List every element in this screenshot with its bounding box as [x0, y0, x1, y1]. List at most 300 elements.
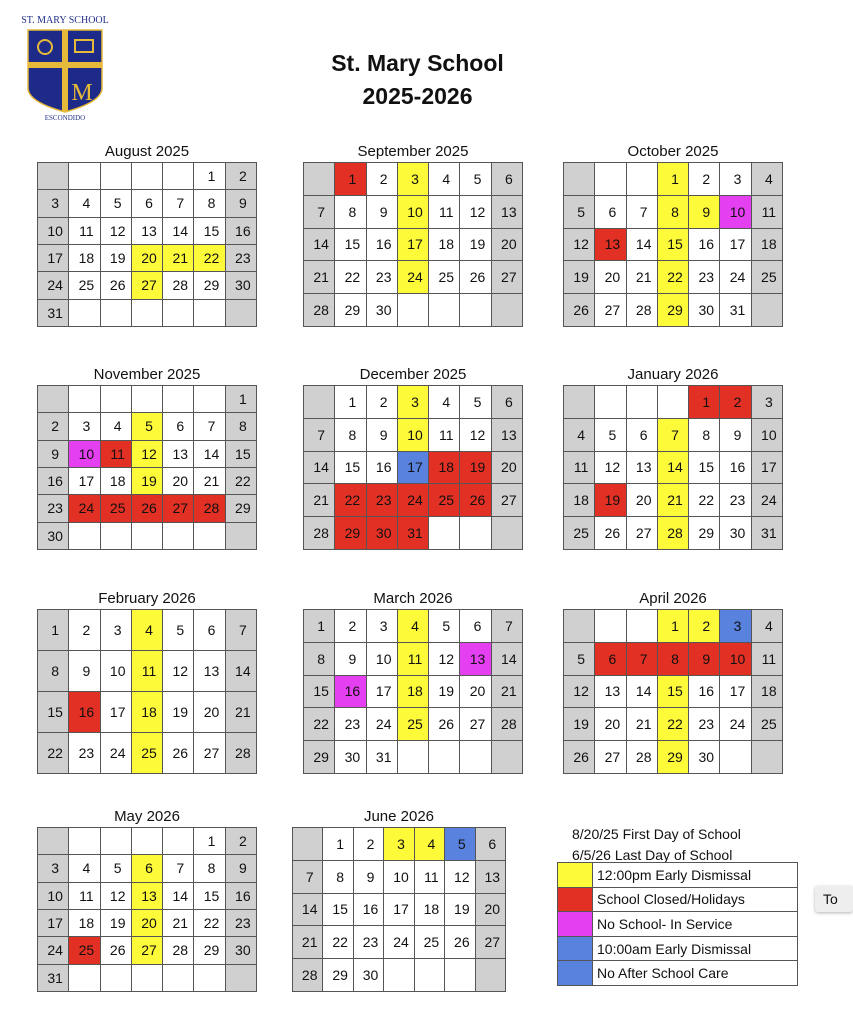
day-cell: 18 [69, 244, 100, 271]
day-cell: 17 [69, 467, 100, 494]
day-cell: 23 [353, 926, 383, 959]
empty-cell [657, 386, 688, 419]
day-cell: 17 [720, 228, 751, 261]
day-cell: 4 [69, 855, 100, 882]
day-cell: 14 [491, 642, 522, 675]
legend-swatch [558, 961, 593, 986]
empty-cell [69, 964, 100, 991]
day-cell: 26 [100, 272, 131, 299]
day-cell: 23 [366, 261, 397, 294]
day-cell: 5 [595, 418, 626, 451]
day-cell: 7 [225, 610, 256, 651]
empty-cell [751, 294, 782, 327]
day-cell: 8 [194, 855, 225, 882]
day-cell: 10 [384, 860, 414, 893]
day-cell: 27 [595, 741, 626, 774]
day-cell: 1 [657, 163, 688, 196]
day-cell: 1 [689, 386, 720, 419]
empty-cell [194, 964, 225, 991]
day-cell: 14 [163, 217, 194, 244]
day-cell: 30 [689, 294, 720, 327]
month-title: December 2025 [359, 366, 467, 383]
day-cell: 2 [225, 163, 256, 190]
day-cell: 14 [163, 882, 194, 909]
day-cell: 8 [657, 642, 688, 675]
day-cell: 22 [194, 909, 225, 936]
legend-swatch [558, 887, 593, 912]
empty-cell [445, 959, 475, 992]
day-cell: 30 [720, 517, 751, 550]
day-cell: 30 [353, 959, 383, 992]
day-cell: 31 [397, 517, 428, 550]
day-cell: 14 [225, 651, 256, 692]
day-cell: 4 [414, 828, 444, 861]
day-cell: 17 [100, 692, 131, 733]
day-cell: 8 [689, 418, 720, 451]
day-cell: 1 [323, 828, 353, 861]
day-cell: 19 [445, 893, 475, 926]
day-cell: 9 [366, 418, 397, 451]
day-cell: 14 [293, 893, 323, 926]
last-day-note: 6/5/26 Last Day of School [572, 847, 733, 863]
day-cell: 28 [225, 733, 256, 774]
day-cell: 6 [626, 418, 657, 451]
day-cell: 26 [445, 926, 475, 959]
day-cell: 6 [595, 195, 626, 228]
day-cell: 13 [595, 228, 626, 261]
day-cell: 19 [595, 484, 626, 517]
day-cell: 10 [38, 882, 69, 909]
day-cell: 16 [69, 692, 100, 733]
day-cell: 1 [304, 610, 335, 643]
day-cell: 6 [194, 610, 225, 651]
month-october-2025 [563, 143, 783, 327]
day-cell: 16 [366, 228, 397, 261]
empty-cell [595, 163, 626, 196]
day-cell: 20 [491, 228, 522, 261]
day-cell: 19 [429, 675, 460, 708]
day-cell: 8 [225, 413, 256, 440]
day-cell: 24 [397, 261, 428, 294]
day-cell: 9 [38, 440, 69, 467]
day-cell: 28 [626, 294, 657, 327]
day-cell: 2 [335, 610, 366, 643]
empty-cell [38, 163, 69, 190]
day-cell: 6 [460, 610, 491, 643]
empty-cell [38, 386, 69, 413]
empty-cell [163, 299, 194, 326]
day-cell: 30 [335, 741, 366, 774]
day-cell: 6 [595, 642, 626, 675]
day-cell: 7 [657, 418, 688, 451]
day-cell: 25 [100, 495, 131, 522]
month-title: April 2026 [639, 590, 707, 607]
day-cell: 23 [335, 708, 366, 741]
svg-text:ESCONDIDO: ESCONDIDO [44, 114, 86, 122]
day-cell: 17 [384, 893, 414, 926]
day-cell: 24 [69, 495, 100, 522]
day-cell: 14 [657, 451, 688, 484]
day-cell: 27 [163, 495, 194, 522]
day-cell: 23 [38, 495, 69, 522]
empty-cell [100, 386, 131, 413]
day-cell: 19 [564, 261, 595, 294]
day-cell: 20 [475, 893, 505, 926]
day-cell: 31 [38, 299, 69, 326]
day-cell: 4 [564, 418, 595, 451]
day-cell: 28 [304, 294, 335, 327]
day-cell: 5 [564, 642, 595, 675]
day-cell: 18 [397, 675, 428, 708]
school-year: 2025-2026 [362, 83, 473, 109]
day-cell: 19 [564, 708, 595, 741]
month-december-2025 [303, 366, 523, 550]
day-cell: 11 [414, 860, 444, 893]
month-june-2026 [292, 808, 506, 992]
day-cell: 11 [69, 882, 100, 909]
day-cell: 28 [304, 517, 335, 550]
day-cell: 21 [163, 244, 194, 271]
day-cell: 11 [131, 651, 162, 692]
day-cell: 25 [751, 708, 782, 741]
day-cell: 25 [429, 484, 460, 517]
empty-cell [163, 522, 194, 549]
empty-cell [69, 522, 100, 549]
day-cell: 24 [720, 261, 751, 294]
day-cell: 17 [366, 675, 397, 708]
day-cell: 20 [595, 708, 626, 741]
day-cell: 22 [335, 261, 366, 294]
day-cell: 12 [595, 451, 626, 484]
day-cell: 7 [304, 195, 335, 228]
day-cell: 11 [397, 642, 428, 675]
day-cell: 3 [720, 163, 751, 196]
empty-cell [131, 964, 162, 991]
day-cell: 13 [460, 642, 491, 675]
day-cell: 3 [100, 610, 131, 651]
day-cell: 3 [38, 190, 69, 217]
empty-cell [131, 299, 162, 326]
day-cell: 18 [751, 228, 782, 261]
empty-cell [564, 386, 595, 419]
day-cell: 27 [131, 937, 162, 964]
legend-label: No After School Care [593, 961, 798, 986]
day-cell: 20 [131, 909, 162, 936]
day-cell: 17 [720, 675, 751, 708]
day-cell: 1 [657, 610, 688, 643]
day-cell: 7 [304, 418, 335, 451]
day-cell: 24 [720, 708, 751, 741]
day-cell: 22 [689, 484, 720, 517]
legend-row [558, 936, 798, 961]
day-cell: 12 [163, 651, 194, 692]
day-cell: 29 [657, 741, 688, 774]
day-cell: 29 [194, 272, 225, 299]
empty-cell [564, 163, 595, 196]
day-cell: 27 [491, 484, 522, 517]
day-cell: 11 [100, 440, 131, 467]
day-cell: 16 [689, 675, 720, 708]
day-cell: 20 [460, 675, 491, 708]
day-cell: 6 [491, 163, 522, 196]
day-cell: 28 [163, 272, 194, 299]
day-cell: 22 [304, 708, 335, 741]
empty-cell [131, 828, 162, 855]
day-cell: 26 [131, 495, 162, 522]
empty-cell [626, 610, 657, 643]
legend-row [558, 863, 798, 888]
day-cell: 14 [626, 675, 657, 708]
empty-cell [595, 386, 626, 419]
day-cell: 20 [595, 261, 626, 294]
empty-cell [429, 517, 460, 550]
day-cell: 29 [335, 294, 366, 327]
day-cell: 3 [720, 610, 751, 643]
legend-label: No School- In Service [593, 912, 798, 937]
day-cell: 25 [564, 517, 595, 550]
day-cell: 30 [689, 741, 720, 774]
empty-cell [595, 610, 626, 643]
day-cell: 26 [429, 708, 460, 741]
day-cell: 31 [366, 741, 397, 774]
day-cell: 12 [460, 418, 491, 451]
day-cell: 26 [564, 741, 595, 774]
day-cell: 22 [657, 261, 688, 294]
month-title: March 2026 [373, 590, 453, 607]
day-cell: 3 [751, 386, 782, 419]
day-cell: 3 [384, 828, 414, 861]
day-cell: 10 [38, 217, 69, 244]
day-cell: 16 [353, 893, 383, 926]
day-cell: 5 [100, 190, 131, 217]
day-cell: 28 [491, 708, 522, 741]
legend-swatch [558, 912, 593, 937]
empty-cell [491, 517, 522, 550]
day-cell: 15 [304, 675, 335, 708]
day-cell: 13 [194, 651, 225, 692]
day-cell: 31 [38, 964, 69, 991]
day-cell: 11 [751, 195, 782, 228]
day-cell: 15 [225, 440, 256, 467]
day-cell: 2 [689, 610, 720, 643]
empty-cell [131, 522, 162, 549]
day-cell: 20 [626, 484, 657, 517]
day-cell: 8 [657, 195, 688, 228]
month-april-2026 [563, 590, 783, 774]
day-cell: 24 [366, 708, 397, 741]
day-cell: 2 [353, 828, 383, 861]
day-cell: 4 [69, 190, 100, 217]
day-cell: 4 [429, 163, 460, 196]
day-cell: 24 [100, 733, 131, 774]
day-cell: 26 [460, 261, 491, 294]
month-march-2026 [303, 590, 523, 774]
day-cell: 19 [100, 909, 131, 936]
day-cell: 23 [689, 261, 720, 294]
day-cell: 19 [163, 692, 194, 733]
empty-cell [384, 959, 414, 992]
day-cell: 17 [38, 909, 69, 936]
month-november-2025 [37, 366, 257, 550]
empty-cell [626, 386, 657, 419]
day-cell: 23 [689, 708, 720, 741]
legend-label: School Closed/Holidays [593, 887, 798, 912]
day-cell: 21 [225, 692, 256, 733]
legend [557, 862, 798, 986]
day-cell: 16 [225, 217, 256, 244]
side-button[interactable]: To [815, 886, 853, 912]
day-cell: 29 [323, 959, 353, 992]
day-cell: 10 [720, 642, 751, 675]
day-cell: 19 [131, 467, 162, 494]
day-cell: 22 [225, 467, 256, 494]
day-cell: 25 [69, 272, 100, 299]
day-cell: 5 [460, 163, 491, 196]
day-cell: 29 [225, 495, 256, 522]
day-cell: 22 [194, 244, 225, 271]
day-cell: 8 [335, 418, 366, 451]
day-cell: 26 [460, 484, 491, 517]
day-cell: 1 [335, 386, 366, 419]
day-cell: 3 [69, 413, 100, 440]
day-cell: 25 [131, 733, 162, 774]
day-cell: 15 [657, 228, 688, 261]
day-cell: 5 [429, 610, 460, 643]
day-cell: 3 [397, 386, 428, 419]
day-cell: 18 [429, 451, 460, 484]
empty-cell [38, 828, 69, 855]
day-cell: 2 [225, 828, 256, 855]
day-cell: 10 [69, 440, 100, 467]
day-cell: 28 [626, 741, 657, 774]
month-title: January 2026 [627, 366, 719, 383]
empty-cell [491, 294, 522, 327]
day-cell: 9 [720, 418, 751, 451]
empty-cell [397, 294, 428, 327]
day-cell: 20 [163, 467, 194, 494]
day-cell: 30 [38, 522, 69, 549]
day-cell: 24 [384, 926, 414, 959]
day-cell: 21 [626, 708, 657, 741]
day-cell: 2 [689, 163, 720, 196]
day-cell: 21 [293, 926, 323, 959]
month-title: November 2025 [93, 366, 201, 383]
day-cell: 14 [304, 228, 335, 261]
day-cell: 1 [38, 610, 69, 651]
month-may-2026 [37, 808, 257, 992]
day-cell: 30 [225, 937, 256, 964]
legend-row [558, 961, 798, 986]
day-cell: 11 [429, 418, 460, 451]
month-title: May 2026 [114, 808, 180, 825]
day-cell: 17 [38, 244, 69, 271]
empty-cell [225, 299, 256, 326]
day-cell: 4 [751, 610, 782, 643]
day-cell: 29 [689, 517, 720, 550]
day-cell: 12 [131, 440, 162, 467]
day-cell: 27 [460, 708, 491, 741]
day-cell: 13 [163, 440, 194, 467]
day-cell: 7 [194, 413, 225, 440]
day-cell: 23 [69, 733, 100, 774]
day-cell: 10 [751, 418, 782, 451]
empty-cell [720, 741, 751, 774]
day-cell: 26 [564, 294, 595, 327]
day-cell: 9 [225, 190, 256, 217]
day-cell: 15 [335, 451, 366, 484]
day-cell: 6 [131, 190, 162, 217]
day-cell: 12 [429, 642, 460, 675]
day-cell: 26 [100, 937, 131, 964]
day-cell: 7 [163, 855, 194, 882]
day-cell: 24 [397, 484, 428, 517]
day-cell: 1 [335, 163, 366, 196]
day-cell: 29 [335, 517, 366, 550]
day-cell: 28 [194, 495, 225, 522]
day-cell: 15 [335, 228, 366, 261]
day-cell: 3 [366, 610, 397, 643]
day-cell: 22 [38, 733, 69, 774]
month-january-2026 [563, 366, 783, 550]
day-cell: 5 [445, 828, 475, 861]
day-cell: 27 [626, 517, 657, 550]
day-cell: 16 [720, 451, 751, 484]
day-cell: 8 [38, 651, 69, 692]
day-cell: 13 [131, 217, 162, 244]
day-cell: 10 [366, 642, 397, 675]
day-cell: 21 [163, 909, 194, 936]
day-cell: 16 [225, 882, 256, 909]
legend-label: 12:00pm Early Dismissal [593, 863, 798, 888]
day-cell: 27 [131, 272, 162, 299]
day-cell: 16 [689, 228, 720, 261]
day-cell: 16 [335, 675, 366, 708]
empty-cell [69, 828, 100, 855]
month-august-2025 [37, 143, 257, 327]
key-dates [572, 824, 741, 866]
day-cell: 28 [293, 959, 323, 992]
day-cell: 4 [751, 163, 782, 196]
empty-cell [100, 828, 131, 855]
day-cell: 7 [163, 190, 194, 217]
day-cell: 7 [626, 642, 657, 675]
day-cell: 9 [225, 855, 256, 882]
day-cell: 3 [397, 163, 428, 196]
day-cell: 10 [397, 195, 428, 228]
day-cell: 23 [720, 484, 751, 517]
day-cell: 4 [397, 610, 428, 643]
day-cell: 18 [564, 484, 595, 517]
empty-cell [100, 299, 131, 326]
empty-cell [304, 163, 335, 196]
day-cell: 25 [397, 708, 428, 741]
empty-cell [460, 294, 491, 327]
empty-cell [475, 959, 505, 992]
day-cell: 26 [163, 733, 194, 774]
day-cell: 4 [100, 413, 131, 440]
day-cell: 22 [335, 484, 366, 517]
day-cell: 30 [366, 294, 397, 327]
day-cell: 8 [323, 860, 353, 893]
empty-cell [491, 741, 522, 774]
day-cell: 20 [131, 244, 162, 271]
day-cell: 11 [751, 642, 782, 675]
empty-cell [131, 386, 162, 413]
day-cell: 7 [491, 610, 522, 643]
empty-cell [429, 294, 460, 327]
day-cell: 2 [38, 413, 69, 440]
day-cell: 9 [69, 651, 100, 692]
